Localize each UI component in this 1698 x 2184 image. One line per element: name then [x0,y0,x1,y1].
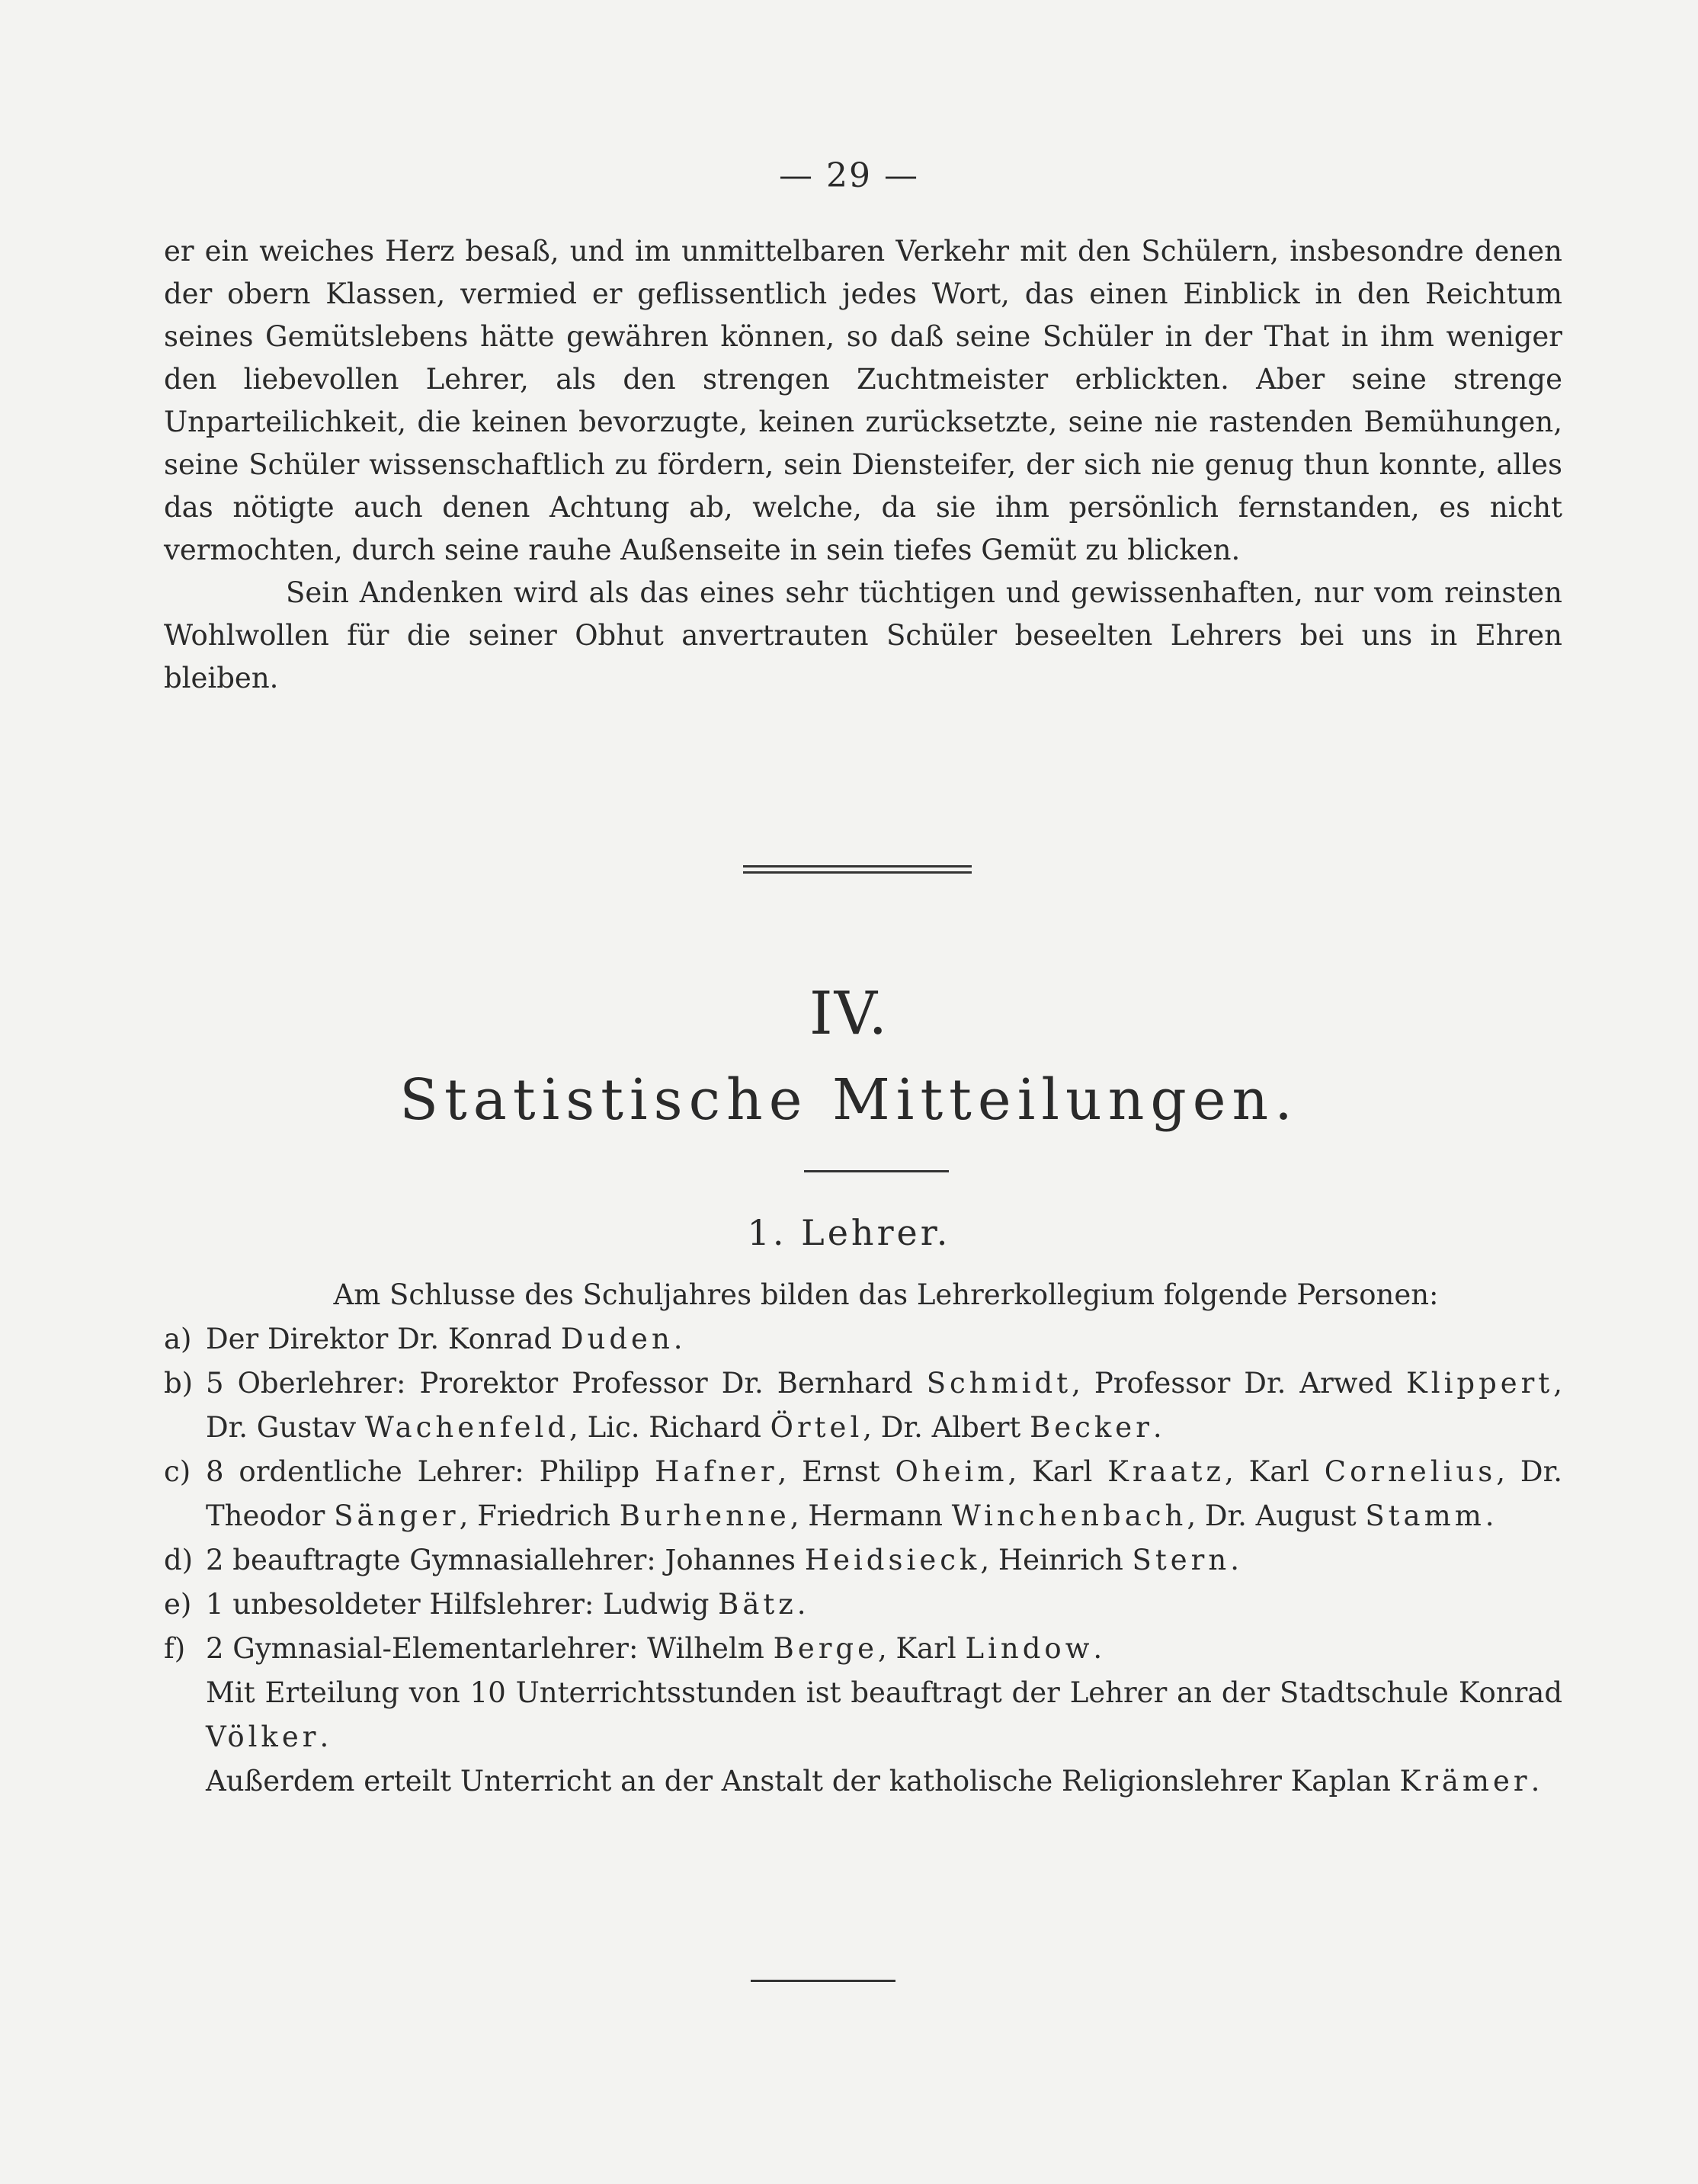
subsection-heading: 1. Lehrer. [747,1212,951,1253]
person-name: Stern [1132,1544,1231,1576]
person-name: Oheim [895,1455,1008,1488]
closing-divider [751,1980,895,1982]
person-name: Burhenne [619,1499,790,1532]
staff-list-block [164,1273,1562,1804]
person-name: Schmidt [926,1367,1072,1400]
list-marker: a) [164,1323,192,1355]
person-name: Lindow [965,1632,1094,1665]
person-name: Örtel [770,1411,863,1444]
person-name: Becker [1030,1411,1153,1444]
person-name: Hafner [655,1455,778,1488]
person-name: Bätz [718,1588,797,1621]
staff-item-elementarlehrer: f) 2 Gymnasial-Elementarlehrer: Wilhelm Berge, Karl Lindow. [164,1627,1562,1671]
staff-item-hilfslehrer: e) 1 unbesoldeter Hilfslehrer: Ludwig Bätz. [164,1583,1562,1627]
person-name: Wachenfeld [364,1411,570,1444]
list-marker: b) [164,1367,194,1400]
staff-item-director: a) Der Direktor Dr. Konrad Duden. [164,1317,1562,1361]
list-marker: e) [164,1588,192,1621]
person-name: Berge [773,1632,878,1665]
staff-note-1: Mit Erteilung von 10 Unterrichtsstunden ist beauftragt der Lehrer an der Stadtschule Konrad Völker. [206,1676,1562,1753]
person-name: Sänger [334,1499,460,1532]
page-number: — 29 — [779,156,919,195]
person-name: Stamm [1365,1499,1485,1532]
obituary-text [164,230,1562,700]
person-name: Kraatz [1107,1455,1225,1488]
person-name: Heidsieck [804,1544,981,1576]
title-underline [804,1170,949,1172]
obituary-paragraph-1: er ein weiches Herz besaß, und im unmittelbaren Verkehr mit den Schülern, insbesondre denen der obern Klassen, vermied er geflissentlich jedes Wort, das einen Einblick in den Reichtum seines Gemütslebens hätte gewähren können, so daß seine Schüler in der That in ihm weniger den liebevollen Lehrer, als den strengen Zuchtmeister erblickten. Aber seine strenge Unparteilichkeit, die keinen bevorzugte, keinen zurücksetzte, seine nie rastenden Bemühungen, seine Schüler wissenschaftlich zu fördern, sein Diensteifer, der sich nie genug thun konnte, alles das nötigte auch denen Achtung ab, welche, da sie ihm persönlich fernstanden, es nicht vermochten, durch seine rauhe Außenseite in sein tiefes Gemüt zu blicken. [164,235,1562,566]
staff-intro: Am Schlusse des Schuljahres bilden das Lehrerkollegium folgende Personen: [333,1278,1439,1311]
section-divider [743,865,972,874]
person-name: Winchenbach [951,1499,1187,1532]
obituary-paragraph-2: Sein Andenken wird als das eines sehr tüchtigen und gewissenhaften, nur vom reinsten Wohlwollen für die seiner Obhut anvertrauten Schüler beseelten Lehrers bei uns in Ehren bleiben. [164,576,1562,694]
list-marker: f) [164,1632,186,1665]
staff-item-oberlehrer: b) 5 Oberlehrer: Prorektor Professor Dr. Bernhard Schmidt, Professor Dr. Arwed Klippert, Dr. Gustav Wachenfeld, Lic. Richard Örtel, Dr. Albert Becker. [164,1361,1562,1450]
person-name: Völker [206,1721,320,1753]
person-name: Cornelius [1324,1455,1497,1488]
person-name: Krämer [1399,1765,1531,1798]
staff-item-gymnasiallehrer: d) 2 beauftragte Gymnasiallehrer: Johannes Heidsieck, Heinrich Stern. [164,1538,1562,1583]
section-title: Statistische Mitteilungen. [399,1067,1299,1133]
list-marker: d) [164,1544,194,1576]
person-name: Klippert [1406,1367,1554,1400]
staff-item-ordentliche-lehrer: c) 8 ordentliche Lehrer: Philipp Hafner, Ernst Oheim, Karl Kraatz, Karl Cornelius, Dr. Theodor Sänger, Friedrich Burhenne, Hermann Winchenbach, Dr. August Stamm. [164,1450,1562,1538]
person-name: Duden [560,1323,674,1355]
staff-list [164,1317,1562,1671]
section-number: IV. [809,980,889,1048]
staff-note-2: Außerdem erteilt Unterricht an der Anstalt der katholische Religionslehrer Kaplan Krämer. [206,1765,1540,1798]
list-marker: c) [164,1455,191,1488]
